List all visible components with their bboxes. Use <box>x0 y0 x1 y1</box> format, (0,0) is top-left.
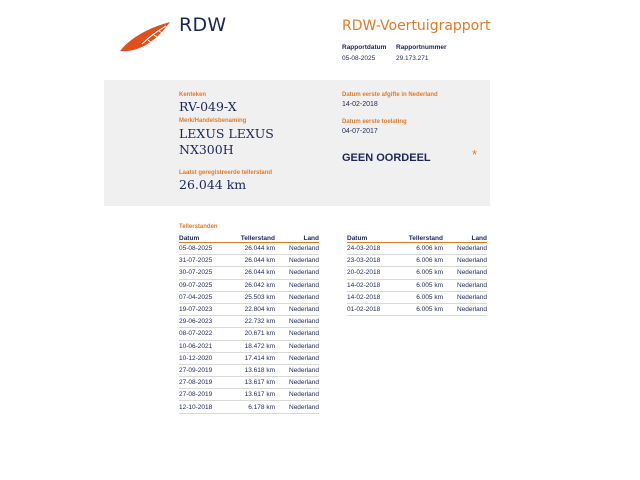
odometer-reading-cell: 26.044 km <box>237 243 275 255</box>
table-row <box>179 389 319 401</box>
odometer-date-cell: 31-07-2025 <box>179 255 237 267</box>
odometer-date-cell: 10-12-2020 <box>179 352 237 364</box>
report-number-block <box>396 44 447 62</box>
odometer-date-cell: 27-08-2019 <box>179 389 237 401</box>
table-header-row <box>179 234 319 243</box>
first-nl-label: Datum eerste afgifte in Nederland <box>342 92 438 98</box>
odometer-reading-cell: 13.617 km <box>237 389 275 401</box>
odometer-date-cell: 24-03-2018 <box>347 243 405 255</box>
odometer-country-cell: Nederland <box>443 243 487 255</box>
table-row <box>179 364 319 376</box>
odometer-date-cell: 10-06-2021 <box>179 340 237 352</box>
table-row <box>179 328 319 340</box>
odometer-country-cell: Nederland <box>443 267 487 279</box>
plate-label: Kenteken <box>179 92 207 98</box>
table-row <box>179 340 319 352</box>
table-row <box>347 303 487 315</box>
table-row <box>179 255 319 267</box>
model-value: NX300H <box>179 142 234 157</box>
table-row <box>179 377 319 389</box>
odometer-country-cell: Nederland <box>275 291 319 303</box>
make-label: Merk/Handelsbenaming <box>179 118 247 124</box>
odometer-country-cell: Nederland <box>275 377 319 389</box>
odometer-date-cell: 12-10-2018 <box>179 401 237 413</box>
table-row <box>179 316 319 328</box>
odometer-reading-cell: 6.005 km <box>405 279 443 291</box>
odometer-reading-cell: 6.005 km <box>405 303 443 315</box>
odometer-date-cell: 05-08-2025 <box>179 243 237 255</box>
odometer-country-cell: Nederland <box>275 328 319 340</box>
brand-name: RDW <box>179 14 227 36</box>
odometer-country-cell: Nederland <box>275 255 319 267</box>
report-title: RDW-Voertuigrapport <box>342 18 491 34</box>
rdw-logo-icon <box>118 18 178 54</box>
verdict-asterisk: * <box>472 147 478 162</box>
odometer-reading-cell: 6.005 km <box>405 291 443 303</box>
column-header-reading: Tellerstand <box>405 234 443 243</box>
verdict-text: GEEN OORDEEL <box>342 152 431 164</box>
odometer-country-cell: Nederland <box>275 364 319 376</box>
table-row <box>347 243 487 255</box>
odometer-country-cell: Nederland <box>275 303 319 315</box>
odometer-reading-cell: 26.042 km <box>237 279 275 291</box>
table-row <box>347 291 487 303</box>
table-row <box>179 243 319 255</box>
report-date-label: Rapportdatum <box>342 44 387 51</box>
odometer-country-cell: Nederland <box>275 389 319 401</box>
first-admission-value: 04-07-2017 <box>342 128 378 135</box>
odometer-reading-cell: 6.006 km <box>405 243 443 255</box>
odometer-reading-cell: 17.414 km <box>237 352 275 364</box>
odometer-date-cell: 01-02-2018 <box>347 303 405 315</box>
odometer-date-cell: 27-09-2019 <box>179 364 237 376</box>
odometer-reading-cell: 22.804 km <box>237 303 275 315</box>
odometer-date-cell: 14-02-2018 <box>347 279 405 291</box>
odometer-date-cell: 09-07-2025 <box>179 279 237 291</box>
column-header-reading: Tellerstand <box>237 234 275 243</box>
odometer-date-cell: 29-06-2023 <box>179 316 237 328</box>
odometer-reading-cell: 13.617 km <box>237 377 275 389</box>
odometer-rows-left <box>179 243 319 414</box>
vehicle-summary-panel <box>104 80 490 206</box>
panel-notch <box>104 196 148 206</box>
column-header-date: Datum <box>179 234 237 243</box>
odometer-date-cell: 23-03-2018 <box>347 255 405 267</box>
odometer-reading-cell: 6.006 km <box>405 255 443 267</box>
table-row <box>179 279 319 291</box>
column-header-country: Land <box>275 234 319 243</box>
plate-value: RV-049-X <box>179 99 237 114</box>
odometer-rows-right <box>347 243 487 316</box>
odometer-reading-cell: 18.472 km <box>237 340 275 352</box>
report-date-block <box>342 44 386 62</box>
table-row <box>179 401 319 413</box>
report-date-value: 05-08-2025 <box>342 55 376 62</box>
table-row <box>179 291 319 303</box>
table-row <box>347 255 487 267</box>
odometer-reading-cell: 22.732 km <box>237 316 275 328</box>
table-row <box>179 267 319 279</box>
table-row <box>347 279 487 291</box>
table-header-row <box>347 234 487 243</box>
odometer-country-cell: Nederland <box>275 352 319 364</box>
column-header-country: Land <box>443 234 487 243</box>
odometer-country-cell: Nederland <box>443 303 487 315</box>
odometer-date-cell: 27-08-2019 <box>179 377 237 389</box>
odometer-country-cell: Nederland <box>275 267 319 279</box>
odometer-table-right <box>347 234 487 316</box>
odometer-country-cell: Nederland <box>275 401 319 413</box>
report-number-label: Rapportnummer <box>396 44 447 51</box>
odometer-table-left <box>179 234 319 414</box>
odometer-country-cell: Nederland <box>275 243 319 255</box>
odometer-country-cell: Nederland <box>275 279 319 291</box>
make-value: LEXUS LEXUS <box>179 126 274 141</box>
last-odometer-label: Laatst geregistreerde tellerstand <box>179 170 273 176</box>
odometer-date-cell: 30-07-2025 <box>179 267 237 279</box>
table-row <box>179 303 319 315</box>
odometer-country-cell: Nederland <box>443 279 487 291</box>
odometer-title: Tellerstanden <box>179 224 218 230</box>
odometer-reading-cell: 25.503 km <box>237 291 275 303</box>
odometer-date-cell: 08-07-2022 <box>179 328 237 340</box>
odometer-date-cell: 19-07-2023 <box>179 303 237 315</box>
odometer-country-cell: Nederland <box>275 316 319 328</box>
last-odometer-value: 26.044 km <box>179 177 247 192</box>
odometer-country-cell: Nederland <box>275 340 319 352</box>
odometer-date-cell: 20-02-2018 <box>347 267 405 279</box>
table-row <box>179 352 319 364</box>
odometer-country-cell: Nederland <box>443 255 487 267</box>
odometer-reading-cell: 20.671 km <box>237 328 275 340</box>
odometer-reading-cell: 26.044 km <box>237 267 275 279</box>
odometer-reading-cell: 6.178 km <box>237 401 275 413</box>
odometer-reading-cell: 26.044 km <box>237 255 275 267</box>
odometer-country-cell: Nederland <box>443 291 487 303</box>
table-row <box>347 267 487 279</box>
odometer-reading-cell: 13.618 km <box>237 364 275 376</box>
odometer-date-cell: 07-04-2025 <box>179 291 237 303</box>
odometer-reading-cell: 6.005 km <box>405 267 443 279</box>
odometer-date-cell: 14-02-2018 <box>347 291 405 303</box>
column-header-date: Datum <box>347 234 405 243</box>
first-nl-value: 14-02-2018 <box>342 101 378 108</box>
report-number-value: 29.173.271 <box>396 55 429 62</box>
first-admission-label: Datum eerste toelating <box>342 119 407 125</box>
